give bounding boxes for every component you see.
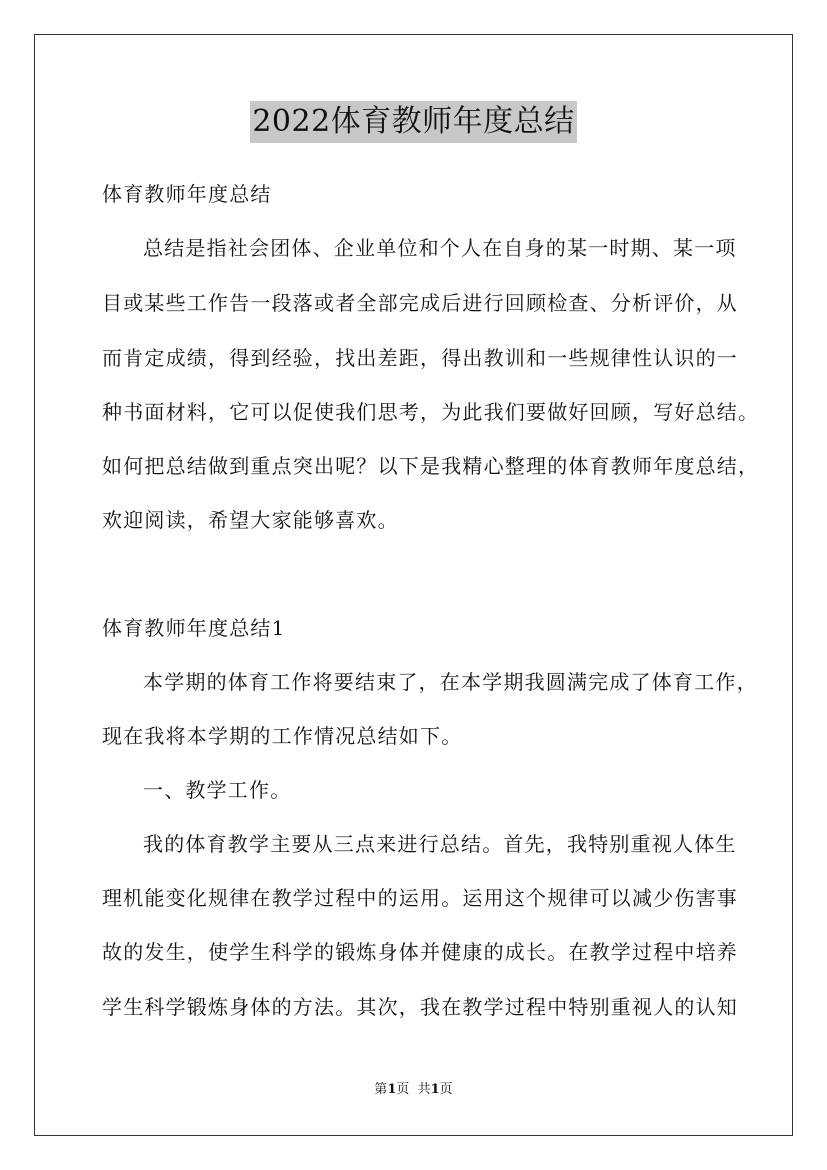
- document-title: 2022体育教师年度总结: [250, 101, 576, 143]
- footer-page-total: 1: [430, 1082, 440, 1097]
- paragraph-line: 现在我将本学期的工作情况总结如下。: [102, 724, 463, 748]
- title-container: [0, 101, 827, 143]
- paragraph-line: 而肯定成绩，得到经验，找出差距，得出教训和一些规律性认识的一: [102, 346, 738, 370]
- section-heading: 体育教师年度总结: [102, 182, 272, 206]
- paragraph-line: 种书面材料，它可以促使我们思考，为此我们要做好回顾，写好总结。: [102, 400, 760, 424]
- paragraph-line: 目或某些工作告一段落或者全部完成后进行回顾检查、分析评价，从: [102, 291, 738, 315]
- paragraph-line: 学生科学锻炼身体的方法。其次，我在教学过程中特别重视人的认知: [102, 995, 738, 1019]
- footer-page-mid: 页 共: [396, 1082, 431, 1097]
- page-footer: [0, 1081, 827, 1099]
- paragraph-line: 总结是指社会团体、企业单位和个人在自身的某一时期、某一项: [143, 236, 737, 260]
- paragraph-line: 欢迎阅读，希望大家能够喜欢。: [102, 508, 399, 532]
- paragraph-line: 本学期的体育工作将要结束了，在本学期我圆满完成了体育工作，: [143, 670, 758, 694]
- paragraph-line: 理机能变化规律在教学过程中的运用。运用这个规律可以减少伤害事: [102, 886, 738, 910]
- footer-page-number: 1: [387, 1082, 397, 1097]
- subsection-heading: 一、教学工作。: [143, 778, 292, 802]
- paragraph-line: 故的发生，使学生科学的锻炼身体并健康的成长。在教学过程中培养: [102, 940, 738, 964]
- paragraph-line: 如何把总结做到重点突出呢？以下是我精心整理的体育教师年度总结，: [102, 454, 760, 478]
- section-heading: 体育教师年度总结1: [102, 616, 286, 640]
- footer-page-prefix: 第: [374, 1082, 388, 1097]
- paragraph-line: 我的体育教学主要从三点来进行总结。首先，我特别重视人体生: [143, 832, 737, 856]
- footer-page-suffix: 页: [439, 1082, 453, 1097]
